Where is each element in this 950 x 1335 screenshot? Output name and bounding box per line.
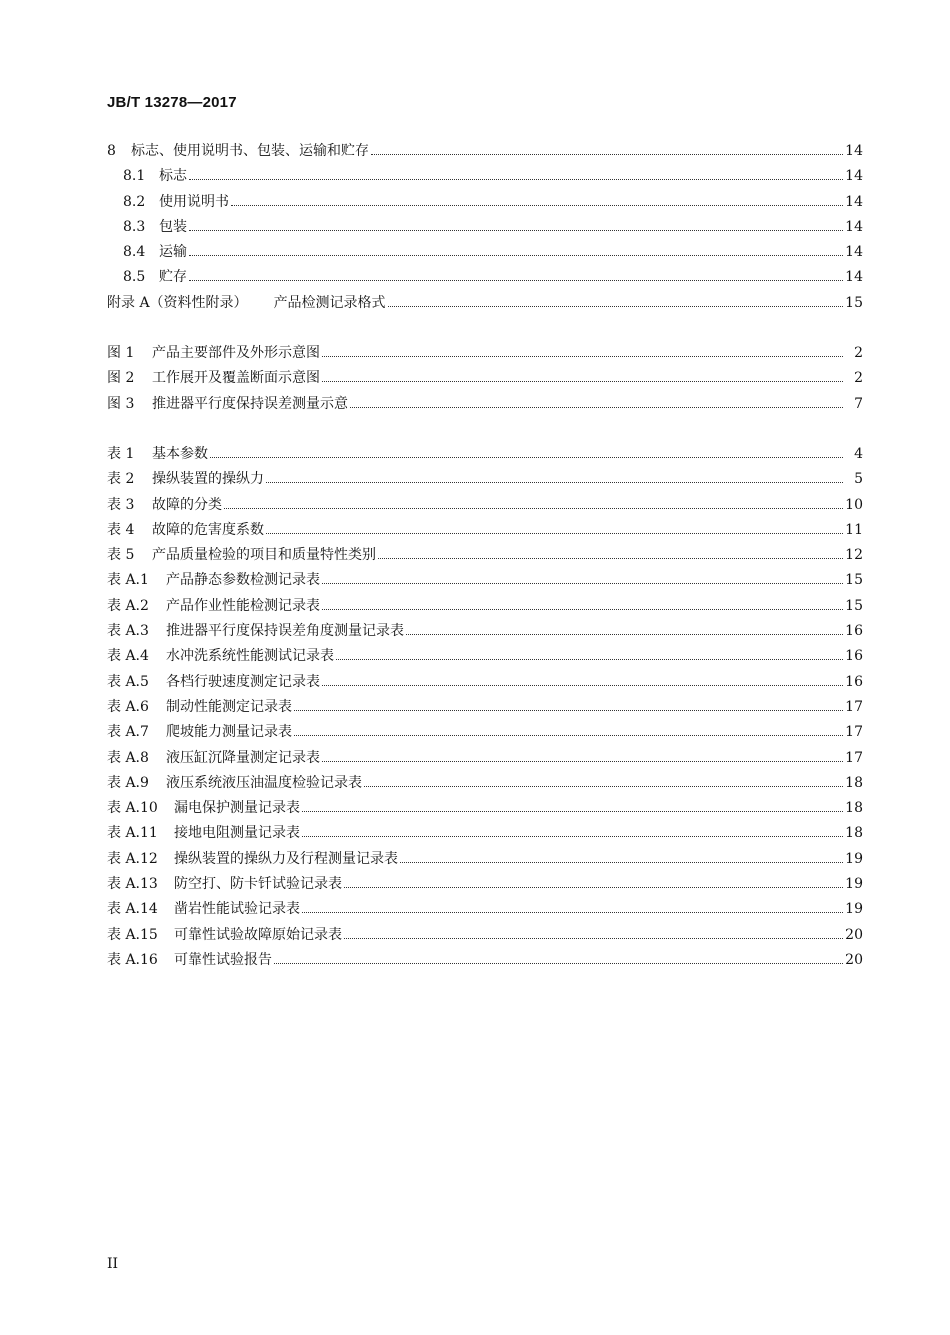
toc-title: 推进器平行度保持误差测量示意 bbox=[152, 395, 348, 412]
dot-leader bbox=[224, 508, 843, 509]
toc-page: 16 bbox=[845, 648, 863, 665]
toc-entry-figure-1[interactable] bbox=[107, 342, 863, 367]
toc-title: 可靠性试验报告 bbox=[174, 951, 272, 968]
toc-number: 表 A.15 bbox=[107, 926, 158, 943]
dot-leader bbox=[189, 280, 843, 281]
toc-entry-8-4[interactable] bbox=[107, 241, 863, 266]
dot-leader bbox=[189, 255, 843, 256]
toc-title: 凿岩性能试验记录表 bbox=[174, 901, 300, 918]
toc-number: 8 bbox=[107, 143, 116, 159]
toc-number: 8.4 bbox=[123, 244, 146, 261]
toc-entry-table-a16[interactable] bbox=[107, 949, 863, 974]
toc-entry-chapter-8[interactable] bbox=[107, 140, 863, 165]
toc-title: 包装 bbox=[159, 218, 187, 235]
toc-title: 产品质量检验的项目和质量特性类别 bbox=[152, 547, 376, 564]
toc-entry-table-1[interactable] bbox=[107, 443, 863, 468]
dot-leader bbox=[302, 836, 843, 837]
toc-entry-table-a14[interactable] bbox=[107, 898, 863, 923]
toc-entry-table-a9[interactable] bbox=[107, 772, 863, 797]
toc-number: 表 A.2 bbox=[107, 597, 149, 614]
toc-entry-8-1[interactable] bbox=[107, 165, 863, 190]
toc-page: 17 bbox=[845, 698, 863, 715]
toc-number: 8.1 bbox=[123, 168, 146, 185]
toc-entry-table-a15[interactable] bbox=[107, 924, 863, 949]
standard-code: JB/T 13278—2017 bbox=[107, 94, 237, 111]
toc-page: 5 bbox=[854, 471, 863, 488]
toc-entry-table-a12[interactable] bbox=[107, 848, 863, 873]
toc-entry-8-2[interactable] bbox=[107, 191, 863, 216]
toc-title: 产品主要部件及外形示意图 bbox=[152, 345, 320, 362]
toc-title: 标志、使用说明书、包装、运输和贮存 bbox=[131, 143, 369, 159]
toc-title: 制动性能测定记录表 bbox=[166, 698, 292, 715]
toc-page: 17 bbox=[845, 724, 863, 741]
toc-page: 14 bbox=[845, 143, 863, 159]
toc-page: 18 bbox=[845, 825, 863, 842]
toc-page: 17 bbox=[845, 749, 863, 766]
dot-leader bbox=[302, 811, 843, 812]
toc-number: 附录 A（资料性附录） bbox=[107, 294, 248, 311]
dot-leader bbox=[266, 482, 843, 483]
toc-entry-figure-3[interactable] bbox=[107, 393, 863, 418]
toc-page: 19 bbox=[845, 901, 863, 918]
dot-leader bbox=[302, 912, 843, 913]
toc-title: 可靠性试验故障原始记录表 bbox=[174, 926, 342, 943]
toc-page: 15 bbox=[845, 597, 863, 614]
toc-title: 使用说明书 bbox=[159, 193, 229, 210]
dot-leader bbox=[322, 761, 843, 762]
toc-number: 表 A.12 bbox=[107, 850, 158, 867]
dot-leader bbox=[322, 583, 843, 584]
toc-entry-table-2[interactable] bbox=[107, 468, 863, 493]
toc-entry-table-a6[interactable] bbox=[107, 696, 863, 721]
toc-number: 表 A.3 bbox=[107, 623, 149, 640]
toc-entry-8-3[interactable] bbox=[107, 216, 863, 241]
toc-entry-table-a2[interactable] bbox=[107, 595, 863, 620]
dot-leader bbox=[294, 710, 843, 711]
toc-title: 贮存 bbox=[159, 269, 187, 286]
toc-entry-table-a10[interactable] bbox=[107, 797, 863, 822]
toc-title: 产品静态参数检测记录表 bbox=[166, 572, 320, 589]
toc-number: 8.2 bbox=[123, 193, 146, 210]
toc-number: 表 A.13 bbox=[107, 876, 158, 893]
toc-page: 14 bbox=[845, 193, 863, 210]
dot-leader bbox=[344, 938, 843, 939]
toc-title: 产品检测记录格式 bbox=[273, 294, 386, 311]
toc-number: 表 A.5 bbox=[107, 673, 149, 690]
toc-number: 表 A.14 bbox=[107, 901, 158, 918]
toc-page: 2 bbox=[854, 345, 863, 362]
toc-entry-table-a13[interactable] bbox=[107, 873, 863, 898]
toc-page: 2 bbox=[854, 370, 863, 387]
dot-leader bbox=[322, 685, 843, 686]
toc-entry-table-a4[interactable] bbox=[107, 645, 863, 670]
dot-leader bbox=[350, 407, 843, 408]
toc-title: 液压系统液压油温度检验记录表 bbox=[166, 774, 362, 791]
toc-entry-table-3[interactable] bbox=[107, 494, 863, 519]
toc-page: 14 bbox=[845, 269, 863, 286]
toc-page: 14 bbox=[845, 168, 863, 185]
toc-number: 8.3 bbox=[123, 218, 146, 235]
toc-page: 10 bbox=[845, 496, 863, 513]
toc-page: 4 bbox=[854, 445, 863, 462]
toc-page: 7 bbox=[854, 395, 863, 412]
toc-number: 表 5 bbox=[107, 547, 135, 564]
toc-entry-table-a8[interactable] bbox=[107, 747, 863, 772]
toc-title: 水冲洗系统性能测试记录表 bbox=[166, 648, 334, 665]
dot-leader bbox=[274, 963, 843, 964]
toc-title: 标志 bbox=[159, 168, 187, 185]
toc-title: 运输 bbox=[159, 244, 187, 261]
toc-number: 表 A.8 bbox=[107, 749, 149, 766]
toc-title: 操纵装置的操纵力及行程测量记录表 bbox=[174, 850, 398, 867]
toc-number: 表 2 bbox=[107, 471, 135, 488]
dot-leader bbox=[294, 735, 843, 736]
dot-leader bbox=[231, 205, 843, 206]
toc-page: 15 bbox=[845, 572, 863, 589]
toc-number: 图 2 bbox=[107, 370, 135, 387]
toc-title: 故障的分类 bbox=[152, 496, 222, 513]
toc-page: 16 bbox=[845, 673, 863, 690]
toc-page: 12 bbox=[845, 547, 863, 564]
dot-leader bbox=[322, 381, 843, 382]
toc-title: 工作展开及覆盖断面示意图 bbox=[152, 370, 320, 387]
dot-leader bbox=[388, 306, 843, 307]
toc-title: 操纵装置的操纵力 bbox=[152, 471, 264, 488]
toc-page: 14 bbox=[845, 244, 863, 261]
toc-title: 故障的危害度系数 bbox=[152, 521, 264, 538]
toc-page: 14 bbox=[845, 218, 863, 235]
toc-number: 表 A.1 bbox=[107, 572, 149, 589]
toc-entry-table-a11[interactable] bbox=[107, 822, 863, 847]
toc-page: 18 bbox=[845, 800, 863, 817]
toc-entry-table-a7[interactable] bbox=[107, 721, 863, 746]
dot-leader bbox=[336, 659, 843, 660]
toc-entry-table-4[interactable] bbox=[107, 519, 863, 544]
toc-number: 表 A.9 bbox=[107, 774, 149, 791]
toc-entry-table-a1[interactable] bbox=[107, 569, 863, 594]
toc-number: 8.5 bbox=[123, 269, 146, 286]
toc-page: 11 bbox=[845, 521, 863, 538]
toc-number: 表 A.6 bbox=[107, 698, 149, 715]
toc-title: 接地电阻测量记录表 bbox=[174, 825, 300, 842]
dot-leader bbox=[344, 887, 843, 888]
toc-title: 基本参数 bbox=[152, 445, 208, 462]
toc-page: 20 bbox=[845, 951, 863, 968]
toc-number: 图 1 bbox=[107, 345, 135, 362]
dot-leader bbox=[210, 457, 843, 458]
toc-title: 液压缸沉降量测定记录表 bbox=[166, 749, 320, 766]
toc-title: 防空打、防卡钎试验记录表 bbox=[174, 876, 342, 893]
toc-number: 表 4 bbox=[107, 521, 135, 538]
dot-leader bbox=[189, 230, 843, 231]
dot-leader bbox=[266, 533, 843, 534]
dot-leader bbox=[406, 634, 843, 635]
toc-number: 表 A.4 bbox=[107, 648, 149, 665]
dot-leader bbox=[322, 609, 843, 610]
dot-leader bbox=[400, 862, 843, 863]
toc-page: 18 bbox=[845, 774, 863, 791]
toc-page: 19 bbox=[845, 850, 863, 867]
toc-entry-table-a5[interactable] bbox=[107, 671, 863, 696]
toc-number: 图 3 bbox=[107, 395, 135, 412]
toc-page: 20 bbox=[845, 926, 863, 943]
toc-page: 19 bbox=[845, 876, 863, 893]
toc-number: 表 A.16 bbox=[107, 951, 158, 968]
toc-entry-8-5[interactable] bbox=[107, 266, 863, 291]
dot-leader bbox=[189, 179, 843, 180]
toc-entry-appendix-a[interactable] bbox=[107, 292, 863, 317]
toc-entry-figure-2[interactable] bbox=[107, 367, 863, 392]
toc-title: 漏电保护测量记录表 bbox=[174, 800, 300, 817]
toc-number: 表 1 bbox=[107, 445, 135, 462]
toc-entry-table-5[interactable] bbox=[107, 544, 863, 569]
toc-page: 16 bbox=[845, 623, 863, 640]
dot-leader bbox=[371, 154, 843, 155]
toc-page: 15 bbox=[845, 294, 863, 311]
toc-number: 表 3 bbox=[107, 496, 135, 513]
toc-number: 表 A.10 bbox=[107, 800, 158, 817]
toc-title: 各档行驶速度测定记录表 bbox=[166, 673, 320, 690]
dot-leader bbox=[322, 356, 843, 357]
toc-title: 产品作业性能检测记录表 bbox=[166, 597, 320, 614]
toc-number: 表 A.11 bbox=[107, 825, 158, 842]
toc-number: 表 A.7 bbox=[107, 724, 149, 741]
toc-title: 爬坡能力测量记录表 bbox=[166, 724, 292, 741]
table-of-contents bbox=[107, 140, 863, 974]
toc-title: 推进器平行度保持误差角度测量记录表 bbox=[166, 623, 404, 640]
dot-leader bbox=[378, 558, 843, 559]
toc-entry-table-a3[interactable] bbox=[107, 620, 863, 645]
dot-leader bbox=[364, 786, 843, 787]
page-number: II bbox=[107, 1256, 119, 1272]
